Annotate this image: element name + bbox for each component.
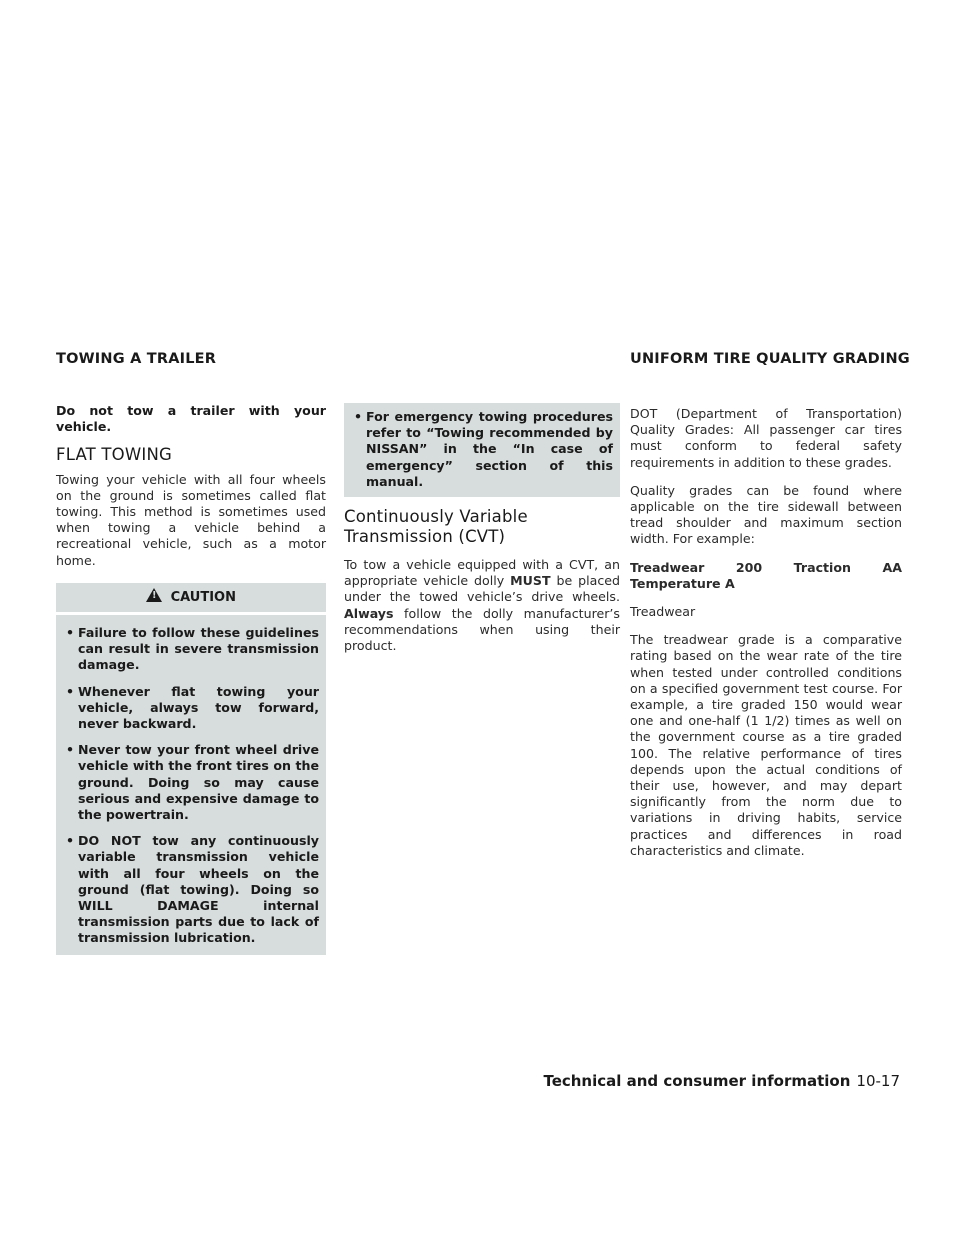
caution-box xyxy=(56,583,326,955)
page-footer xyxy=(543,1072,900,1090)
section-heading-towing-a-trailer: TOWING A TRAILER xyxy=(56,351,217,367)
no-trailer-warning: Do not tow a trailer with your vehicle. xyxy=(56,403,326,435)
treadwear-label: Treadwear xyxy=(630,604,696,620)
caution-header xyxy=(56,583,326,615)
treadwear-description: The treadwear grade is a comparative rating based on the wear rate of the tire when tested under controlled conditions on a specified government test course. For example, a tire graded 150 would wear one and one-half (1 1/2) times as well on the government course as a tire graded 100. The relative performance of tires depends upon the actual conditions of their use, however, and may depart significantly from the norm due to variations in driving habits, service practices and differences in road characteristics and climate. xyxy=(630,632,902,858)
flat-towing-title: FLAT TOWING xyxy=(56,445,172,465)
cvt-body-part: follow the dolly manufacturer’s recommendations when using their product. xyxy=(344,605,620,654)
column-right xyxy=(630,406,902,871)
flat-towing-body: Towing your vehicle with all four wheels on the ground is sometimes called flat towing. This method is sometimes used when towing a vehicle behind a recreational vehicle, such as a motor home. xyxy=(56,471,326,568)
emergency-note: • For emergency towing procedures refer to “Towing recommended by NISSAN” in the “In case of emergency” section of this manual. xyxy=(351,409,613,490)
caution-item: • Whenever flat towing your vehicle, always tow forward, never backward. xyxy=(63,684,319,733)
chapter-title: Technical and consumer information xyxy=(543,1072,851,1090)
cvt-body-must: MUST xyxy=(510,573,551,589)
section-heading-uniform-tire-quality-grading: UNIFORM TIRE QUALITY GRADING xyxy=(630,351,910,367)
cvt-body-always: Always xyxy=(344,605,394,621)
dot-quality-grades: DOT (Department of Transportation) Quality Grades: All passenger car tires must conform to federal safety requirements in addition to these grades. xyxy=(630,406,902,470)
column-middle xyxy=(344,403,620,666)
caution-item: • Failure to follow these guidelines can result in severe transmission damage. xyxy=(63,625,319,674)
cvt-title-line1: Continuously Variable xyxy=(344,507,528,527)
caution-item: • Never tow your front wheel drive vehicle with the front tires on the ground. Doing so may cause serious and expensive damage to the powertrain. xyxy=(63,742,319,823)
column-left xyxy=(56,403,326,955)
caution-list xyxy=(63,625,319,947)
cvt-title-line2: Transmission (CVT) xyxy=(344,527,506,547)
emergency-note-box xyxy=(344,403,620,497)
cvt-body-part: To tow a vehicle equipped with a CVT, an appropriate vehicle dolly xyxy=(344,557,620,589)
quality-grades-location: Quality grades can be found where applicable on the tire sidewall between tread shoulder and maximum section width. For example: xyxy=(630,482,902,547)
cvt-title xyxy=(344,507,620,547)
cvt-body-part: be placed under the towed vehicle’s drive wheels. xyxy=(344,573,620,605)
caution-item: • DO NOT tow any continuously variable transmission vehicle with all four wheels on the ground (flat towing). Doing so WILL DAMAGE internal transmission parts due to lack of transmission lubrication. xyxy=(63,833,319,946)
grade-example: Treadwear 200 Traction AA Temperature A xyxy=(630,559,902,591)
warning-triangle-icon: ! xyxy=(146,588,162,602)
caution-title: CAUTION xyxy=(170,589,236,605)
page-number: 10-17 xyxy=(856,1072,900,1090)
cvt-body xyxy=(344,557,620,654)
